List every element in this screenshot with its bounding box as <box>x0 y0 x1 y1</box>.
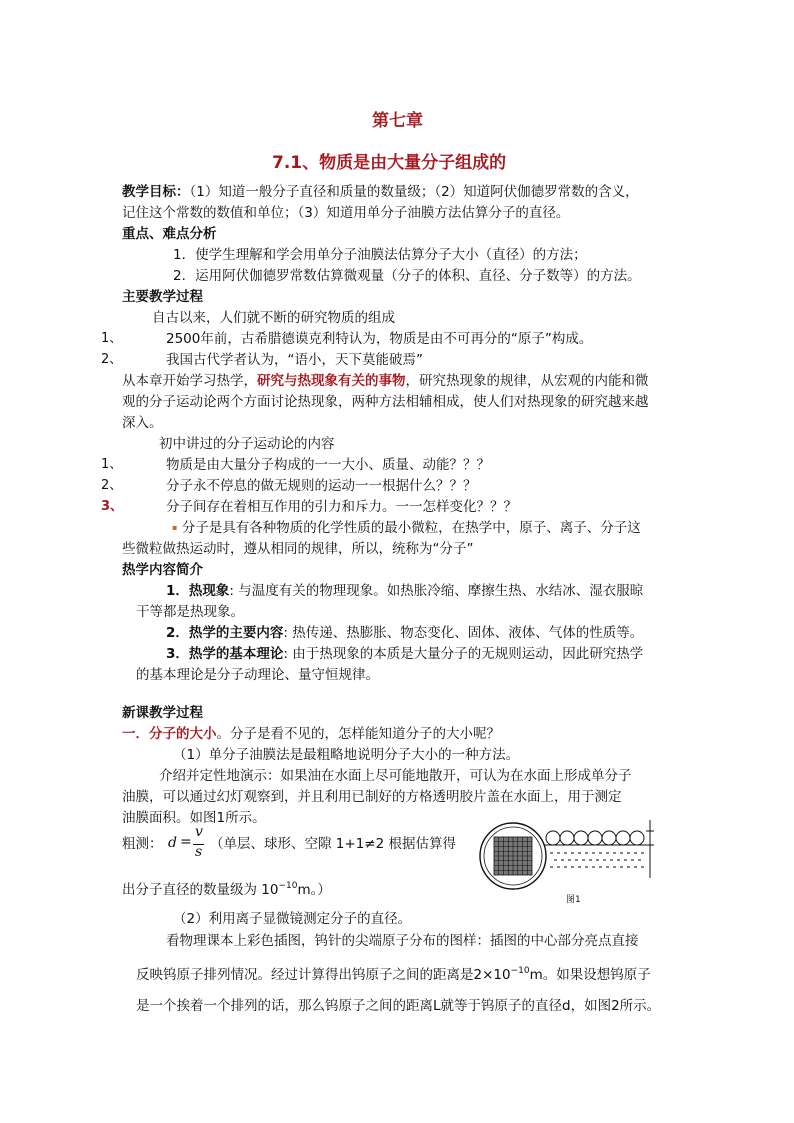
section-one-label: 一．分子的大小 <box>122 726 217 742</box>
thermo-heading: 热学内容简介 <box>122 562 203 578</box>
paragraph-line <box>122 371 649 391</box>
formula-numerator: v <box>195 824 203 840</box>
list-item: 2500年前，古希腊德谟克利特认为，物质是由不可再分的“原子”构成。 <box>166 331 593 347</box>
method-one-desc: 油膜面积。如图1所示。 <box>122 810 266 826</box>
thermo-line <box>166 581 643 601</box>
main-process-heading: 主要教学过程 <box>122 289 203 305</box>
list-number: 3、 <box>101 499 124 514</box>
section-one-text: 。分子是看不见的，怎样能知道分子的大小呢？ <box>216 726 500 742</box>
thermo-label: 2．热学的主要内容 <box>166 625 284 641</box>
exponent: −10 <box>510 966 530 976</box>
method-two-text: 反映钨原子排列情况。经过计算得出钨原子之间的距离是 <box>136 967 474 983</box>
thermo-label: 3．热学的基本理论 <box>166 646 284 662</box>
key-point-2: 2．运用阿伏伽德罗常数估算微观量（分子的体积、直径、分子数等）的方法。 <box>173 268 641 284</box>
objectives-label: 教学目标： <box>122 184 190 200</box>
section-one-line <box>122 724 500 744</box>
paragraph-line: 深入。 <box>122 415 163 431</box>
exponent: −10 <box>278 881 298 891</box>
list-item: 分子间存在着相互作用的引力和斥力。一一怎样变化？？？ <box>166 499 517 515</box>
thermo-line <box>166 644 643 664</box>
paragraph-text: ，研究热现象的规律，从宏观的内能和微 <box>405 373 649 389</box>
chapter-title: 第七章 <box>372 111 423 131</box>
list-item: 分子永不停息的做无规则的运动一一根据什么？？？ <box>166 478 477 494</box>
formula-variable: d <box>168 835 177 851</box>
method-two-text: m。如果设想钨原子 <box>529 967 651 983</box>
figure-1-label: 图1 <box>566 895 581 905</box>
note-line: 些微粒做热运动时，遵从相同的规律，所以，统称为“分子” <box>122 541 474 557</box>
objectives-text1: （1）知道一般分子直径和质量的数量级；（2）知道阿伏伽德罗常数的含义， <box>189 184 639 200</box>
junior-heading: 初中讲过的分子运动论的内容 <box>159 436 335 452</box>
paragraph-line: 观的分子运动论两个方面讨论热现象，两种方法相辅相成，使人们对热现象的研究越来越 <box>122 394 649 410</box>
formula-denominator: s <box>195 844 203 860</box>
formula-equals: = <box>180 834 192 850</box>
measure-continue <box>122 880 331 902</box>
measure-text: （单层、球形、空隙 1+1≠2 根据估算得 <box>210 836 456 852</box>
method-two: （2）利用离子显微镜测定分子的直径。 <box>173 911 412 927</box>
list-number: 1、 <box>101 331 123 346</box>
distance-value: 2×10 <box>473 967 511 983</box>
method-one-desc: 介绍并定性地演示：如果油在水面上尽可能地散开，可认为在水面上形成单分子 <box>159 768 632 784</box>
method-one: （1）单分子油膜法是最粗略地说明分子大小的一种方法。 <box>173 747 520 763</box>
thermo-text: : 热传递、热膨胀、物态变化、固体、液体、气体的性质等。 <box>283 625 644 641</box>
key-points-heading: 重点、难点分析 <box>122 226 217 242</box>
molecule-row <box>546 831 644 845</box>
paragraph-highlight: 研究与热现象有关的事物 <box>257 373 406 389</box>
key-point-1: 1．使学生理解和学会用单分子油膜法估算分子大小（直径）的方法； <box>173 247 587 263</box>
method-two-desc: 看物理课本上彩色插图，钨针的尖端原子分布的图样：插图的中心部分亮点直接 <box>166 933 639 949</box>
list-item: 物质是由大量分子构成的一一大小、质量、动能？？？ <box>166 457 490 473</box>
paragraph-text: 从本章开始学习热学， <box>122 373 257 389</box>
section-title: 7.1、物质是由大量分子组成的 <box>272 153 507 173</box>
new-lesson-heading: 新课教学过程 <box>122 705 203 721</box>
note-line <box>172 518 641 540</box>
method-two-line <box>136 965 651 987</box>
oil-film-dish <box>480 823 546 889</box>
water-dashes <box>550 853 644 867</box>
thermo-text: : 由于热现象的本质是大量分子的无规则运动，因此研究热学 <box>283 646 644 662</box>
measure-label: 粗测： <box>122 836 163 852</box>
list-item: 我国古代学者认为，“语小，天下莫能破焉” <box>166 352 423 368</box>
measure-text: m。） <box>297 882 331 898</box>
note-text: 分子是具有各种物质的化学性质的最小微粒，在热学中，原子、离子、分子这 <box>181 520 641 536</box>
list-number: 2、 <box>101 478 123 493</box>
objectives-line2: 记住这个常数的数值和单位；（3）知道用单分子油膜方法估算分子的直径。 <box>122 205 570 221</box>
measure-text: 出分子直径的数量级为 10 <box>122 882 279 898</box>
thermo-line: 干等都是热现象。 <box>136 604 244 620</box>
main-process-intro: 自古以来，人们就不断的研究物质的组成 <box>152 310 395 326</box>
objectives-line1 <box>122 182 639 202</box>
list-number: 2、 <box>101 352 123 367</box>
figure-1 <box>478 818 658 908</box>
measure-line <box>122 834 163 854</box>
thermo-line: 的基本理论是分子动理论、量守恒规律。 <box>136 667 379 683</box>
method-one-desc: 油膜，可以通过幻灯观察到，并且利用已制好的方格透明胶片盖在水面上，用于测定 <box>122 789 622 805</box>
method-two-desc: 是一个挨着一个排列的话，那么钨原子之间的距离L就等于钨原子的直径d，如图2所示。 <box>136 998 661 1014</box>
formula <box>168 826 208 866</box>
thermo-text: : 与温度有关的物理现象。如热胀冷缩、摩擦生热、水结冰、湿衣服晾 <box>229 583 644 599</box>
thermo-line <box>166 623 643 643</box>
thermo-label: 1．热现象 <box>166 583 230 599</box>
note-bullet: ▪ <box>172 523 178 532</box>
list-number: 1、 <box>101 457 123 472</box>
